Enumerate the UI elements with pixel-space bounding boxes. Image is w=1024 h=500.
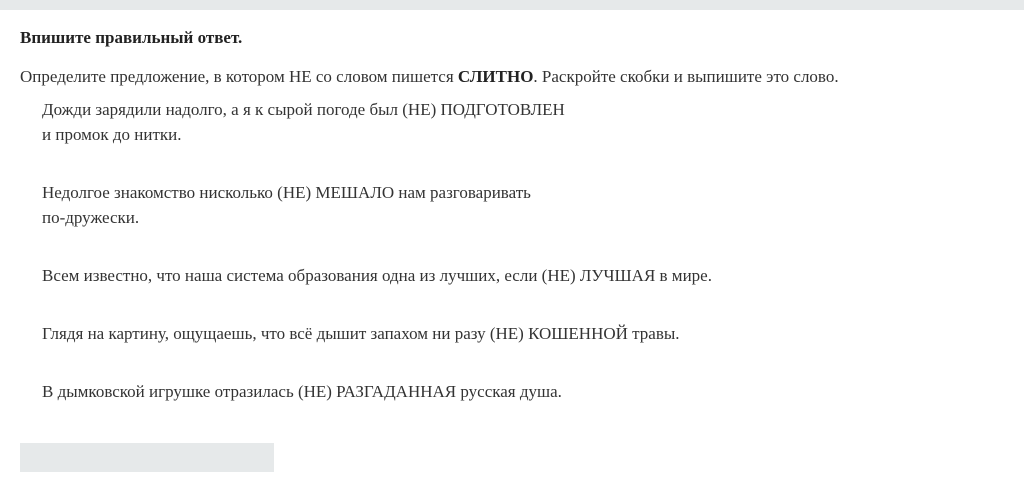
sentence-item: [42, 379, 562, 404]
sentence-item: [42, 263, 712, 288]
sentence-item: [42, 321, 680, 346]
sentence-item: [42, 97, 565, 147]
sentence-line: Всем известно, что наша система образования одна из лучших, если (НЕ) ЛУЧШАЯ в мире.: [42, 266, 712, 285]
answer-input[interactable]: [20, 443, 274, 472]
sentence-line: и промок до нитки.: [42, 125, 182, 144]
sentence-item: [42, 180, 531, 230]
task-text-after: . Раскройте скобки и выпишите это слово.: [533, 67, 839, 86]
task-text: [20, 67, 839, 87]
task-emphasis: СЛИТНО: [457, 67, 534, 86]
sentence-line: по-дружески.: [42, 208, 140, 227]
task-text-before: Определите предложение, в котором НЕ со словом пишется: [20, 67, 458, 86]
sentence-line: Глядя на картину, ощущаешь, что всё дышит запахом ни разу (НЕ) КОШЕННОЙ травы.: [42, 324, 680, 343]
top-bar: [0, 0, 1024, 10]
sentence-line: Дожди зарядили надолго, а я к сырой погоде был (НЕ) ПОДГОТОВЛЕН: [42, 100, 565, 119]
instruction-heading: Впишите правильный ответ.: [20, 28, 243, 47]
sentence-line: Недолгое знакомство нисколько (НЕ) МЕШАЛО нам разговаривать: [42, 183, 531, 202]
sentence-line: В дымковской игрушке отразилась (НЕ) РАЗГАДАННАЯ русская душа.: [42, 382, 562, 401]
